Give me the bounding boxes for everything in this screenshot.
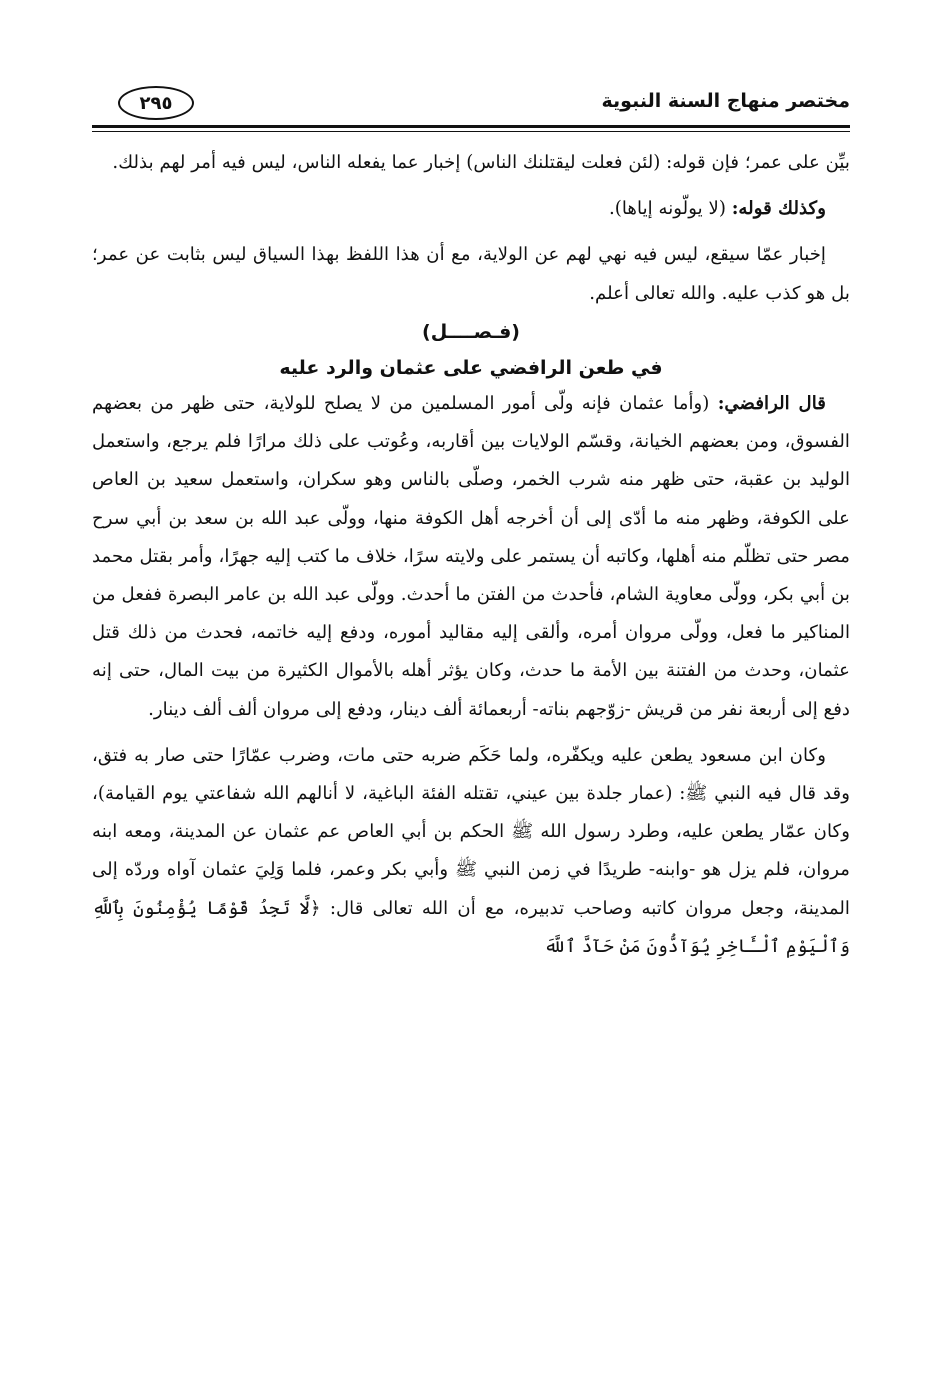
header-rule-thin: [92, 131, 850, 132]
paragraph-1-text: بيِّن على عمر؛ فإن قوله: (لئن فعلت ليقتلنك الناس) إخبار عما يفعله الناس، ليس فيه أمر لهم بذلك.: [112, 152, 850, 173]
paragraph-5: [92, 737, 850, 966]
page-header: [92, 82, 850, 128]
book-title: مختصر منهاج السنة النبوية: [601, 90, 850, 112]
paragraph-3: [92, 236, 850, 312]
paragraph-2-text: (لا يولّونه إياها).: [609, 198, 732, 220]
paragraph-5-text: وكان ابن مسعود يطعن عليه ويكفّره، ولما حَكَم ضربه حتى مات، وضرب عمّارًا حتى صار به فتق، وقد قال فيه النبي ﷺ: (عمار جلدة بين عيني، تقتله الفئة الباغية، لا أنالهم الله شفاعتي يوم القيامة)، وكان عمّار يطعن عليه، وطرد رسول الله ﷺ الحكم بن أبي العاص عم عثمان عن المدينة، ومعه ابنه مروان، فلم يزل هو -وابنه- طريدًا في زمن النبي ﷺ وأبي بكر وعمر، فلما وَلِيَ عثمان آواه وردّه إلى المدينة، وجعل مروان كاتبه وصاحب تدبيره، مع أن الله تعالى قال:: [92, 744, 850, 919]
page-body: [92, 144, 850, 966]
paragraph-1: [92, 144, 850, 182]
paragraph-3-text: إخبار عمّا سيقع، ليس فيه نهي لهم عن الولاية، مع أن هذا اللفظ بهذا السياق ليس بثابت عن عمر؛ بل هو كذب عليه. والله تعالى أعلم.: [92, 244, 850, 304]
paragraph-2-lead: وكذلك قوله:: [731, 198, 826, 220]
paragraph-4-lead: قال الرافضي:: [717, 393, 826, 415]
paragraph-4-text: (وأما عثمان فإنه ولّى أمور المسلمين من لا يصلح للولاية، حتى ظهر من بعضهم الفسوق، ومن بعضهم الخيانة، وقسّم الولايات بين أقاربه، وعُوتب على ذلك مرارًا فلم يرجع، واستعمل الوليد بن عقبة، حتى ظهر منه شرب الخمر، وصلّى بالناس وهو سكران، واستعمل سعيد بن العاص على الكوفة، وظهر منه ما أدّى إلى أن أخرجه أهل الكوفة منها، وولّى عبد الله بن سعد بن أبي سرح مصر حتى تظلّم منه أهلها، وكاتبه أن يستمر على ولايته سرًا، خلاف ما كتب إليه جهرًا، وأمر بقتل محمد بن أبي بكر، وولّى معاوية الشام، فأحدث من الفتن ما أحدث. وولّى عبد الله بن عامر البصرة ففعل من المناكير ما فعل، وولّى مروان أمره، وألقى إليه مقاليد أموره، ودفع إليه خاتمه، فحدث من ذلك قتل عثمان، وحدث من الفتنة بين الأمة ما حدث، وكان يؤثر أهله بالأموال الكثيرة من بيت المال، حتى إنه دفع إلى أربعة نفر من قريش -زوّجهم بناته- أربعمائة ألف دينار، ودفع إلى مروان ألف ألف دينار.: [92, 393, 850, 720]
quran-quote: ﴿لَّا تَجِدُ قَوْمًا يُؤْمِنُونَ بِٱللَّهِ وَٱلْيَوْمِ ٱلْـَٔاخِرِ يُوَآدُّونَ مَنْ حَآدَّ ٱللَّهَ: [92, 897, 850, 957]
section-title: (فـصــــل): [422, 320, 520, 343]
header-rule-thick: [92, 125, 850, 128]
section-subtitle: في طعن الرافضي على عثمان والرد عليه: [279, 357, 663, 380]
paragraph-4: [92, 385, 850, 729]
paragraph-2: [92, 190, 850, 228]
page-number: ٢٩٥: [118, 86, 194, 120]
